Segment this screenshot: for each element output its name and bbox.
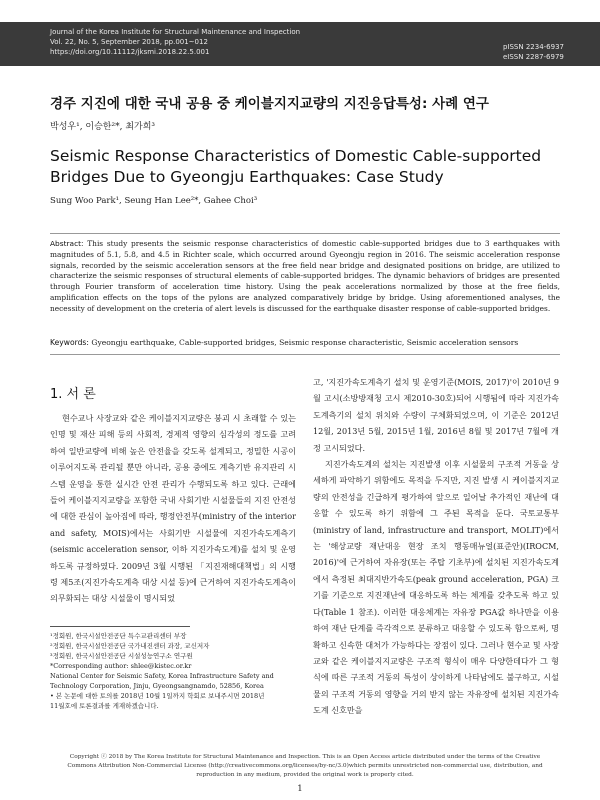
right-column-body: [313, 374, 559, 719]
keywords: [50, 338, 560, 347]
footnote-rule: [50, 626, 190, 627]
copyright-notice: Copyright ⓒ 2018 by The Korea Institute for Structural Maintenance and Inspection. This is an Open Access article distributed under the terms of the Creative Commons Attribution Non-Commercial License (http://creativecommons.org/licenses/by-nc/3.0)which permits unrestricted non-commercial use, distribution, and reproduction in any medium, provided the original work is properly cited.: [67, 754, 543, 778]
journal-name: Journal of the Korea Institute for Structural Maintenance and Inspection: [50, 28, 301, 36]
page-number: 1: [297, 784, 303, 794]
abstract-top-rule: [50, 233, 560, 234]
korean-title: 경주 지진에 대한 국내 공용 중 케이블지지교량의 지진응답특성: 사례 연구: [50, 96, 489, 112]
journal-info: [50, 27, 300, 57]
volume-info: Vol. 22, No. 5, September 2018, pp.001~012: [50, 38, 208, 46]
issn-info: [503, 42, 564, 62]
english-title: Seismic Response Characteristics of Domestic Cable-supported Bridges Due to Gyeongju Earthquakes: Case Study: [50, 147, 542, 186]
korean-authors: 박성우¹, 이승한²*, 최가희³: [50, 122, 156, 132]
paragraph: 지진가속도계의 설치는 지진발생 이후 시설물의 구조적 거동을 상세하게 파악하기 위함에도 목적을 두지만, 지진 발생 시 케이블지지교량의 안전성을 긴급하게 평가하여 앞으로 일어날 추가적인 재난에 대응할 수 있도록 하기 위함에 그 주된 목적을 둔다. 국토교통부(ministry of land, infrastructure and transport, MOLIT)에서는 '해상교량 재난대응 현장 조치 행동매뉴얼(표준안)(IROCM, 2016)'에 근거하여 자유장(또는 주탑 기초부)에 설치된 지진가속도계에서 측정된 최대지반가속도(peak ground acceleration, PGA) 크기를 기준으로 지진재난에 대응하도록 하는 체계를 갖추도록 하고 있다(Table 1 참조). 이러한 대응체계는 자유장 PGA값 하나만을 이용하여 재난 단계를 즉각적으로 분류하고 대응할 수 있도록 함으로써, 명확하고 신속한 대처가 가능하다는 장점이 있다. 그러나 현수교 및 사장교와 같은 케이블지지교량은 구조적 형식이 매우 다양한데다가 그 형식에 따른 구조적 거동의 특성이 상이하게 나타남에도 불구하고, 시설물의 구조적 거동의 영향을 거의 받지 않는 자유장에 설치된 지진가속도계 신호만을: [313, 459, 559, 716]
print-issn: pISSN 2234-6937: [502, 43, 564, 51]
paragraph: 고, '지진가속도계측기 설치 및 운영기준(MOIS, 2017)'이 2010년 9월 고시(소방방재청 고시 제2010-30호)되어 시행됨에 따라 지진가속도계측기의 설치 위치와 수량이 구체화되었으며, 이 기준은 2012년 12월, 2013년 5월, 2015년 1월, 2016년 8월 및 2017년 7월에 개정 고시되었다.: [313, 377, 559, 453]
footnotes: [50, 631, 300, 711]
abstract: [50, 239, 560, 315]
english-authors: Sung Woo Park¹, Seung Han Lee²*, Gahee Choi³: [50, 196, 258, 206]
section-heading-introduction: 1. 서 론: [50, 387, 96, 402]
footnote-line: 11월호에 토론결과를 게재하겠습니다.: [50, 702, 159, 710]
abstract-label: Abstract:: [50, 239, 84, 248]
footnote-line: ³정회원, 한국시설안전공단 시설성능연구소 연구원: [50, 652, 193, 660]
doi-link[interactable]: https://doi.org/10.11112/jksmi.2018.22.5.001: [50, 48, 210, 56]
abstract-text: This study presents the seismic response characteristics of domestic cable-supported bridges due to 3 earthquakes with magnitudes of 5.1, 5.8, and 4.5 in Richter scale, which occurred around Gyeongju region in 2016. The seismic acceleration response signals, recorded by the seismic acceleration sensors at the free field near bridge and designated positions on bridge, are utilized to characterize the seismic responses of structural elements of cable-supported bridges. The dynamic behaviors of bridges are presented through Fourier transform of acceleration time history. Using the peak accelerations normalized by those at the free fields, amplification effects on the tops of the pylons are analyzed comparatively bridge by bridge. Using aforementioned analyses, the necessity of development on the creteria of alert levels is discussed for the earthquake disaster response of cable-supported bridges.: [50, 239, 560, 313]
footnote-line: ¹정회원, 한국시설안전공단 특수교관리센터 부장: [50, 632, 187, 640]
keywords-bottom-rule: [50, 354, 560, 355]
corresponding-author: *Corresponding author: shlee@kistec.or.kr: [50, 662, 192, 670]
footnote-line: ²정회원, 한국시설안전공단 국가내진센터 과장, 교신저자: [50, 642, 210, 650]
keywords-text: Gyeongju earthquake, Cable-supported bridges, Seismic response characteristic, Seismic acceleration sensors: [91, 338, 519, 347]
paragraph: 현수교나 사장교와 같은 케이블지지교량은 붕괴 시 초래할 수 있는 인명 및 재산 피해 등의 사회적, 경제적 영향의 심각성의 정도를 고려하여 일반교량에 비해 높은 안전율을 갖도록 설계되고, 정밀한 시공이 이루어지도록 관리될 뿐만 아니라, 공용 중에도 계측기반 유지관리 시스템 운영을 통한 실시간 안전 관리가 수행되도록 하고 있다. 근래에 들어 케이블지지교량을 포함한 국내 사회기반 시설물들의 지진 안전성에 대한 관심이 높아짐에 따라, 행정안전부(ministry of the interior and safety, MOIS)에서는 사회기반 시설물에 지진가속도계측기(seismic acceleration sensor, 이하 지진가속도계)를 설치 및 운영하도록 규정하였다. 2009년 3월 시행된 「지진재해대책법」의 시행령 제5조(지진가속도계측 대상 시설 등)에 근거하여 지진가속도계측이 의무화되는 대상 시설물이 명시되었: [50, 413, 296, 604]
footnote-line: Technology Corporation, Jinju, Gyeongsangnamdo, 52856, Korea: [50, 682, 264, 690]
journal-header-banner: [0, 22, 600, 66]
footnote-line: • 본 논문에 대한 토의를 2018년 10월 1일까지 학회로 보내주시면 2018년: [50, 692, 265, 700]
left-column-body: [50, 410, 296, 607]
electronic-issn: eISSN 2287-6979: [502, 53, 564, 61]
footnote-line: National Center for Seismic Safety, Korea Infrastructure Safety and: [50, 672, 274, 680]
keywords-label: Keywords:: [50, 338, 89, 347]
